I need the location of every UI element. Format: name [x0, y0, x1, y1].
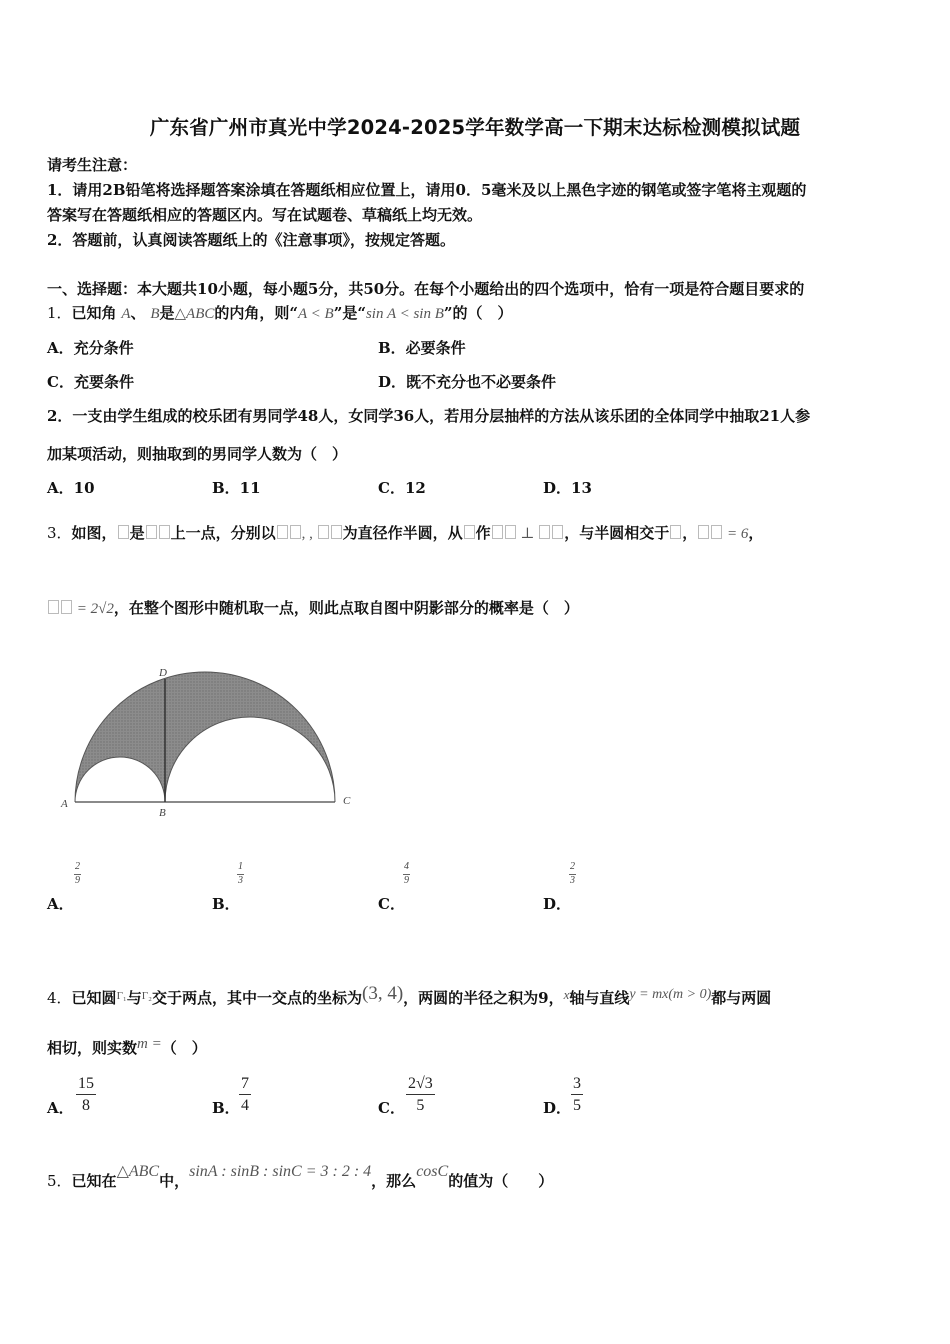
q3-option-a[interactable]: A．	[47, 895, 74, 913]
q3-option-c[interactable]: C．	[378, 895, 405, 913]
q1-option-b[interactable]: B．必要条件	[378, 339, 466, 357]
label-b: B	[159, 807, 166, 819]
q1-triangle: △ABC	[174, 306, 215, 322]
q1-option-d[interactable]: D．既不充分也不必要条件	[378, 373, 557, 391]
q2-option-c[interactable]: C．12	[378, 479, 426, 497]
q1-number: 1．	[47, 304, 72, 322]
q4-line-1: 4．已知圆$^{\Gamma_1}$与$^{\Gamma_2}$交于两点，其中一交点的坐标为(3, 4)，两圆的半径之积为9，x轴与直线y = mx(m > 0)都与两圆	[47, 983, 772, 1007]
q1-option-c[interactable]: C．充要条件	[47, 373, 134, 391]
notice-line-2: 答案写在答题纸相应的答题区内。写在试题卷、草稿纸上均无效。	[47, 206, 483, 224]
q1-condition-1: A < B	[298, 306, 334, 322]
q3-line-2: = 2√2，在整个图形中随机取一点，则此点取自图中阴影部分的概率是（ ）	[47, 597, 579, 618]
q3-option-b-value: 1 3	[238, 861, 243, 886]
q4-circle-1: Γ₁	[116, 990, 127, 1002]
q5-cos: cosC	[416, 1163, 449, 1180]
missing-glyph-icon	[670, 525, 681, 539]
q2-option-a[interactable]: A．10	[47, 479, 95, 497]
missing-glyph-icon	[539, 525, 550, 539]
question-5: 5．已知在△ABC中，sinA : sinB : sinC = 3 : 2 : 4，那么cosC的值为（ ）	[47, 1163, 554, 1190]
q4-circle-2: Γ₂	[141, 990, 152, 1002]
missing-glyph-icon	[290, 525, 301, 539]
missing-glyph-icon	[492, 525, 503, 539]
q2-line-1: 2．一支由学生组成的校乐团有男同学48人，女同学36人，若用分层抽样的方法从该乐团的全体同学中抽取21人参	[47, 407, 811, 425]
q1-angle-a: A	[121, 306, 131, 322]
q2-option-b[interactable]: B．11	[212, 479, 261, 497]
section-heading: 一、选择题：本大题共10小题，每小题5分，共50分。在每个小题给出的四个选项中，恰有一项是符合题目要求的	[47, 280, 805, 298]
q2-line-2: 加某项活动，则抽取到的男同学人数为（ ）	[47, 445, 348, 463]
q1-condition-2: sin A < sin B	[365, 306, 444, 322]
q4-option-b-value: $\frac{7}{4}$	[241, 1075, 249, 1114]
label-d: D	[159, 667, 167, 679]
q4-option-c[interactable]: C．	[378, 1099, 405, 1117]
q4-point: (3, 4)	[362, 983, 404, 1004]
q4-option-c-value: $\frac{2√3}{5}$	[408, 1075, 433, 1114]
q3-line-1: 3．如图， 是 上一点，分别以 , , 为直径作半圆，从 作 ⊥ ，与半圆相交于 ， = 6，	[47, 524, 764, 542]
notice-line-1: 1．请用2B铅笔将选择题答案涂填在答题纸相应位置上，请用0．5毫米及以上黑色字迹的钢笔或签字笔将主观题的	[47, 181, 807, 199]
q4-option-d[interactable]: D．	[543, 1099, 572, 1117]
q4-option-a-value: $\frac{15}{8}$	[78, 1075, 94, 1114]
missing-glyph-icon	[277, 525, 288, 539]
label-c: C	[343, 795, 351, 807]
q3-option-a-value: 2 9	[75, 861, 80, 886]
notice-heading: 请考生注意：	[47, 156, 138, 174]
shaded-region	[75, 672, 335, 802]
missing-glyph-icon	[318, 525, 329, 539]
q4-line-equation: y = mx(m > 0)	[629, 987, 712, 1002]
q1-angle-b: B	[150, 306, 160, 322]
missing-glyph-icon	[118, 525, 129, 539]
missing-glyph-icon	[48, 600, 59, 614]
q4-option-d-value: $\frac{3}{5}$	[573, 1075, 581, 1114]
missing-glyph-icon	[711, 525, 722, 539]
q3-arbelos-figure	[58, 660, 368, 825]
missing-glyph-icon	[331, 525, 342, 539]
q5-ratio: sinA : sinB : sinC = 3 : 2 : 4	[189, 1163, 372, 1180]
q2-option-d[interactable]: D．13	[543, 479, 592, 497]
q3-option-d-value: 2 3	[570, 861, 575, 886]
question-1: 1．已知角 A、 B是△ABC的内角，则“A < B”是“sin A < sin B”的（ ）	[47, 304, 513, 322]
missing-glyph-icon	[698, 525, 709, 539]
q4-option-a[interactable]: A．	[47, 1099, 74, 1117]
q4-option-b[interactable]: B．	[212, 1099, 240, 1117]
notice-line-3: 2．答题前，认真阅读答题纸上的《注意事项》，按规定答题。	[47, 231, 455, 249]
missing-glyph-icon	[552, 525, 563, 539]
missing-glyph-icon	[61, 600, 72, 614]
missing-glyph-icon	[146, 525, 157, 539]
missing-glyph-icon	[505, 525, 516, 539]
q3-option-b[interactable]: B．	[212, 895, 240, 913]
q3-option-d[interactable]: D．	[543, 895, 572, 913]
page-title: 广东省广州市真光中学2024-2025学年数学高一下期末达标检测模拟试题	[149, 116, 801, 139]
missing-glyph-icon	[464, 525, 475, 539]
missing-glyph-icon	[159, 525, 170, 539]
q1-option-a[interactable]: A．充分条件	[47, 339, 134, 357]
q4-line-2: 相切，则实数m =（ ）	[47, 1036, 207, 1057]
label-a: A	[61, 798, 68, 810]
q3-option-c-value: 4 9	[404, 861, 409, 886]
q5-triangle: △ABC	[116, 1163, 160, 1180]
